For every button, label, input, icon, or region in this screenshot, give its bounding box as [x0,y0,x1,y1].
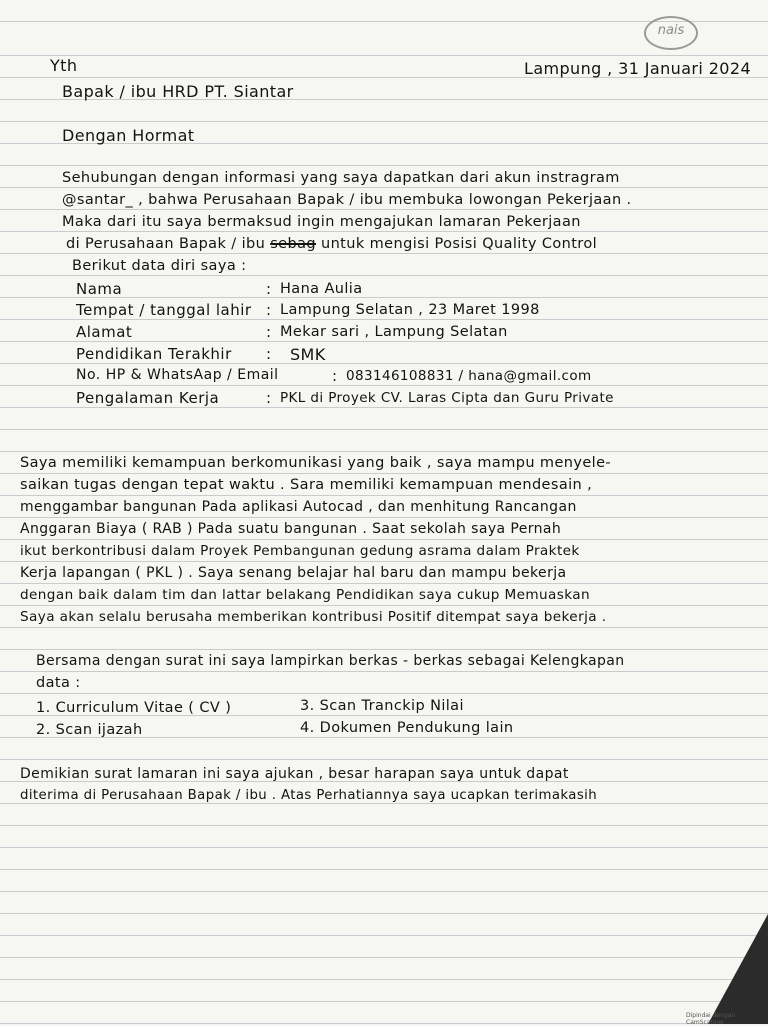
field-label-experience: Pengalaman Kerja [76,389,220,407]
paragraph2-line: saikan tugas dengan tepat waktu . Sara memiliki kemampuan mendesain , [20,477,593,493]
paragraph1-line: Berikut data diri saya : [72,258,247,274]
scanner-watermark: Dipindai dengan CamScanner [686,1012,736,1026]
field-value-experience: PKL di Proyek CV. Laras Cipta dan Guru Private [280,390,614,406]
field-label-contact: No. HP & WhatsAap / Email [76,367,279,383]
attachment-item: 2. Scan ijazah [36,722,143,738]
paragraph3-line: Bersama dengan surat ini saya lampirkan berkas - berkas sebagai Kelengkapan [36,653,625,669]
paragraph2-line: ikut berkontribusi dalam Proyek Pembangunan gedung asrama dalam Praktek [20,543,580,559]
place-date: Lampung , 31 Januari 2024 [524,59,752,78]
field-value-contact: 083146108831 / hana@gmail.com [346,368,592,384]
paragraph2-line: Saya akan selalu berusaha memberikan kontribusi Positif ditempat saya bekerja . [20,609,607,625]
greeting: Dengan Hormat [62,126,195,145]
logo-text: nais [657,23,685,38]
paragraph2-line: dengan baik dalam tim dan lattar belakang Pendidikan saya cukup Memuaskan [20,587,591,603]
field-value-address: Mekar sari , Lampung Selatan [280,324,508,340]
paragraph3-line: data : [36,675,81,691]
field-label-education: Pendidikan Terakhir [76,345,232,363]
struck-word: sebag [270,236,316,252]
field-colon: : [266,323,272,341]
field-value-education: SMK [290,345,326,364]
field-label-name: Nama [76,280,123,298]
attachment-item: 1. Curriculum Vitae ( CV ) [36,700,232,716]
attachment-item: 4. Dokumen Pendukung lain [300,720,514,736]
paragraph1-text: di Perusahaan Bapak / ibu [66,236,266,252]
paragraph1-text: untuk mengisi Posisi Quality Control [321,236,598,252]
field-colon: : [266,280,272,298]
field-value-name: Hana Aulia [280,281,363,297]
field-colon: : [266,345,272,363]
attachment-item: 3. Scan Tranckip Nilai [300,698,464,714]
closing-line: diterima di Perusahaan Bapak / ibu . Atas Perhatiannya saya ucapkan terimakasih [20,788,598,803]
page-corner-shadow [708,914,768,1024]
field-colon: : [266,389,272,407]
field-colon: : [332,367,338,385]
paragraph2-line: Kerja lapangan ( PKL ) . Saya senang belajar hal baru dan mampu bekerja [20,565,567,581]
salutation-yth: Yth [50,56,78,75]
recipient: Bapak / ibu HRD PT. Siantar [62,82,294,101]
paragraph2-line: menggambar bangunan Pada aplikasi Autocad , dan menhitung Rancangan [20,499,577,515]
paragraph1-line: Maka dari itu saya bermaksud ingin mengajukan lamaran Pekerjaan [62,214,581,230]
paragraph2-line: Saya memiliki kemampuan berkomunikasi yang baik , saya mampu menyele- [20,455,612,471]
brand-logo [644,16,698,50]
field-colon: : [266,301,272,319]
paragraph1-line: Sehubungan dengan informasi yang saya dapatkan dari akun instragram [62,170,620,186]
field-value-birth: Lampung Selatan , 23 Maret 1998 [280,302,540,318]
closing-line: Demikian surat lamaran ini saya ajukan , besar harapan saya untuk dapat [20,766,569,782]
paragraph1-line [66,236,597,252]
field-label-birth: Tempat / tanggal lahir [76,301,252,319]
paragraph2-line: Anggaran Biaya ( RAB ) Pada suatu bangunan . Saat sekolah saya Pernah [20,521,562,537]
field-label-address: Alamat [76,323,133,341]
paragraph1-line: @santar_ , bahwa Perusahaan Bapak / ibu membuka lowongan Pekerjaan . [62,192,632,208]
